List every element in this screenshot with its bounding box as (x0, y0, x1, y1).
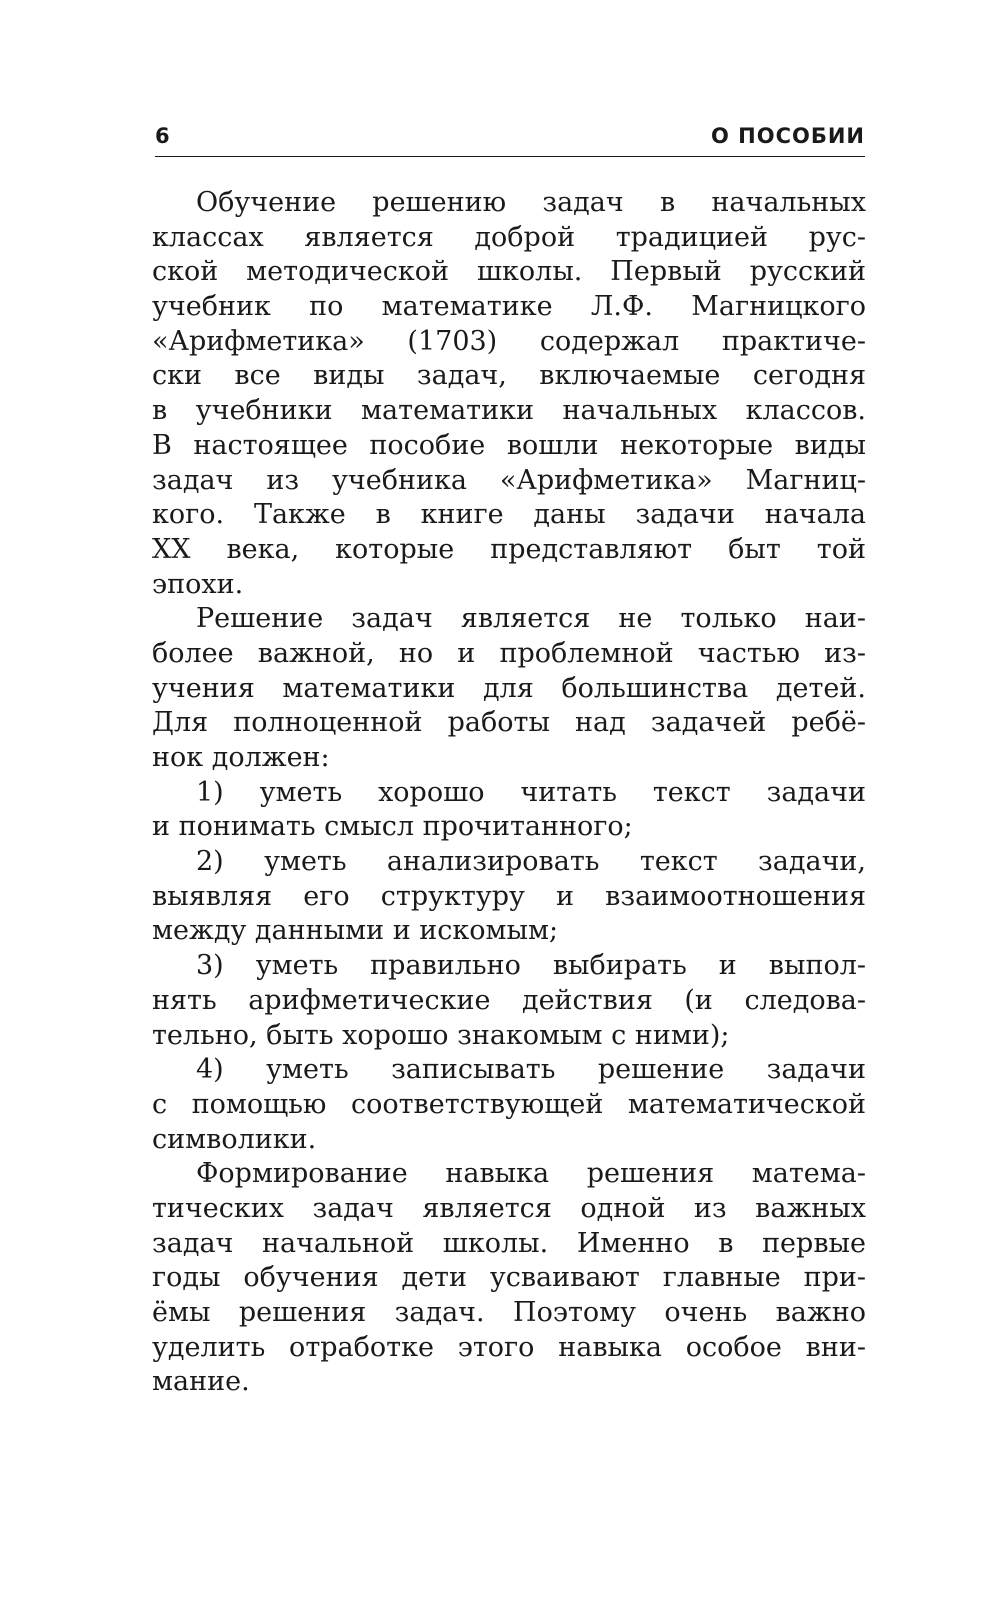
text-line: уделить отработке этого навыка особое вни- (152, 1331, 866, 1363)
text-line: более важной, но и проблемной частью из- (152, 637, 866, 669)
text-line: Решение задач является не только наи- (196, 603, 866, 635)
text-line: 3) уметь правильно выбирать и выпол- (196, 950, 866, 982)
text-line: и понимать смысл прочитанного; (152, 811, 633, 843)
text-line: с помощью соответствующей математической (152, 1088, 866, 1120)
text-line: ски все виды задач, включаемые сегодня (152, 360, 866, 392)
text-line: годы обучения дети усваивают главные при- (152, 1262, 866, 1294)
section-title: О ПОСОБИИ (710, 124, 865, 148)
text-line: ёмы решения задач. Поэтому очень важно (152, 1297, 866, 1328)
text-line: Для полноценной работы над задачей ребё- (152, 707, 866, 739)
text-line: учебник по математике Л.Ф. Магницкого (152, 291, 866, 323)
text-line: 1) уметь хорошо читать текст задачи (196, 776, 866, 808)
page-number: 6 (155, 124, 170, 148)
text-line: классах является доброй традицией рус- (152, 221, 866, 253)
body-text (152, 186, 866, 1400)
text-line: XX века, которые представляют быт той (152, 533, 866, 565)
text-line: нок должен: (152, 742, 330, 773)
text-line: учения математики для большинства детей. (152, 672, 866, 704)
text-line: мание. (152, 1366, 250, 1398)
text-line: кого. Также в книге даны задачи начала (152, 499, 866, 531)
text-line: нять арифметические действия (и следова- (152, 984, 866, 1016)
text-line: тельно, быть хорошо знакомым с ними); (152, 1019, 730, 1051)
text-line: символики. (152, 1123, 317, 1155)
text-line: Обучение решению задач в начальных (196, 187, 866, 218)
text-line: 4) уметь записывать решение задачи (196, 1054, 866, 1086)
text-line: «Арифметика» (1703) содержал практиче- (152, 325, 866, 357)
text-line: выявляя его структуру и взаимоотношения (152, 880, 866, 912)
text-line: ской методической школы. Первый русский (152, 256, 866, 288)
text-line: Формирование навыка решения матема- (196, 1158, 866, 1190)
text-line: задач из учебника «Арифметика» Магниц- (152, 464, 866, 496)
text-line: 2) уметь анализировать текст задачи, (196, 846, 866, 878)
text-line: эпохи. (152, 568, 244, 600)
text-line: в учебники математики начальных классов. (152, 395, 866, 427)
text-line: В настоящее пособие вошли некоторые виды (152, 429, 866, 461)
text-line: между данными и искомым; (152, 915, 559, 947)
text-line: тических задач является одной из важных (152, 1192, 866, 1224)
text-line: задач начальной школы. Именно в первые (152, 1227, 866, 1259)
page-header (155, 122, 865, 157)
